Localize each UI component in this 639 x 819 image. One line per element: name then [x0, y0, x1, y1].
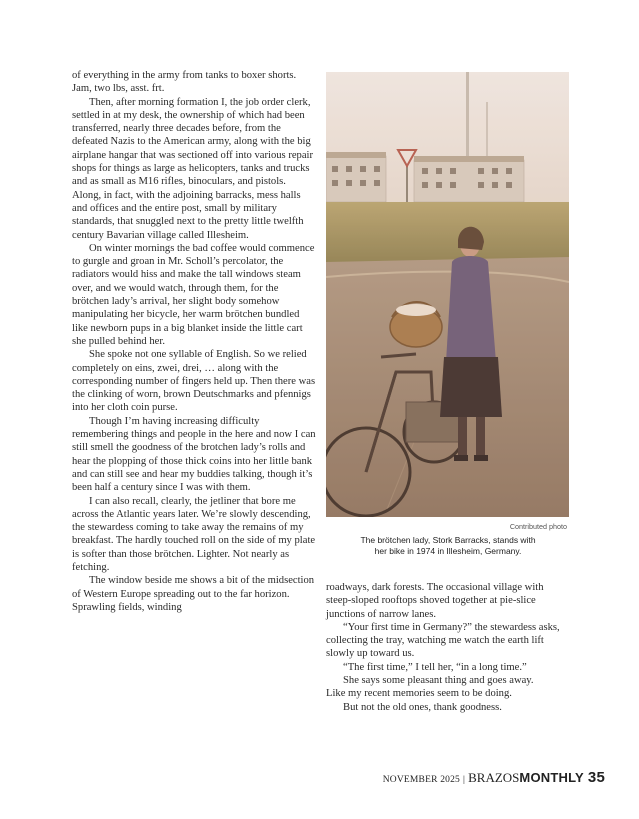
- article-paragraph: Then, after morning formation I, the job order clerk, settled in at my desk, the ownership of which had been transferred, nearly three decades before, from the defeated Nazis to the American army, along with the big airplane hangar that was sectioned off into various repair shops for things as large as helicopters, tanks and trucks and as small as M16 rifles, binoculars, and pistols. Along, in fact, with the adjoining barracks, mess halls and offices and the entire post, small by military standards, that snuggled next to the pretty little twelfth century Bavarian village called Illesheim.: [72, 96, 314, 241]
- photo-credit: Contributed photo: [509, 522, 567, 531]
- page-footer: [383, 769, 605, 786]
- article-paragraph: “The first time,” I tell her, “in a long time.”: [343, 661, 527, 673]
- page-number: 35: [587, 769, 605, 786]
- footer-separator: |: [463, 775, 466, 785]
- photo-caption-line: her bike in 1974 in Illesheim, Germany.: [374, 546, 522, 556]
- article-paragraph: Though I’m having increasing difficulty remembering things and people in the here and now I can still smell the goodness of the brotchen lady’s rolls and hear the plopping of those thick coins into her little bank and can still see and hear my buddies talking, though it’s been half a century since I was with them.: [72, 415, 316, 494]
- article-paragraph: roadways, dark forests. The occasional village with steep-sloped rooftops shoved together at pie-slice junctions of narrow lanes.: [326, 582, 544, 620]
- article-paragraph: She spoke not one syllable of English. So we relied completely on eins, zwei, drei, … along with the corresponding number of fingers held up. Then there was the clinking of worn, brown Deutschmarks and pfennigs into her cloth coin purse.: [72, 349, 316, 414]
- photo-caption: [330, 535, 566, 557]
- article-paragraph: of everything in the army from tanks to boxer shorts. Jam, two lbs, asst. frt.: [72, 70, 297, 95]
- article-paragraph: She says some pleasant thing and goes away.: [343, 675, 534, 687]
- article-paragraph: On winter mornings the bad coffee would commence to gurgle and groan in Mr. Scholl’s percolator, the radiators would hiss and make the tall windows steam over, and we would watch, through them, for the brötchen lady’s arrival, her slight body somehow manipulating her bicycle, her warm brötchen bundled like newborn pups in a big blanket inside the little cart she pulled behind her.: [72, 242, 315, 347]
- article-column-left: [72, 69, 316, 614]
- brand-name-part1: BRAZOS: [468, 770, 520, 785]
- article-paragraph: I can also recall, clearly, the jetliner that bore me across the Atlantic years later. We’re slowly descending, the stewardess coming to take away the remains of my breakfast. The hardly touched roll on the side of my plate is softer than those brötchen. Lighter. Not nearly as fetching.: [72, 495, 316, 573]
- article-paragraph: But not the old ones, thank goodness.: [343, 701, 502, 713]
- issue-date: NOVEMBER 2025: [382, 775, 461, 785]
- photo-caption-line: The brötchen lady, Stork Barracks, stands with: [360, 535, 536, 545]
- photo-illustration: [326, 72, 569, 517]
- article-column-right: [326, 581, 569, 714]
- article-paragraph: Like my recent memories seem to be doing.: [326, 688, 512, 700]
- article-paragraph: The window beside me shows a bit of the midsection of Western Europe spreading out to the far horizon. Sprawling fields, winding: [72, 575, 315, 613]
- article-paragraph: “Your first time in Germany?” the stewardess asks, collecting the tray, watching me watch the earth lift slowly up toward us.: [326, 621, 560, 660]
- brotchen-lady-photo: [326, 72, 569, 517]
- brand-name-part2: MONTHLY: [519, 770, 584, 785]
